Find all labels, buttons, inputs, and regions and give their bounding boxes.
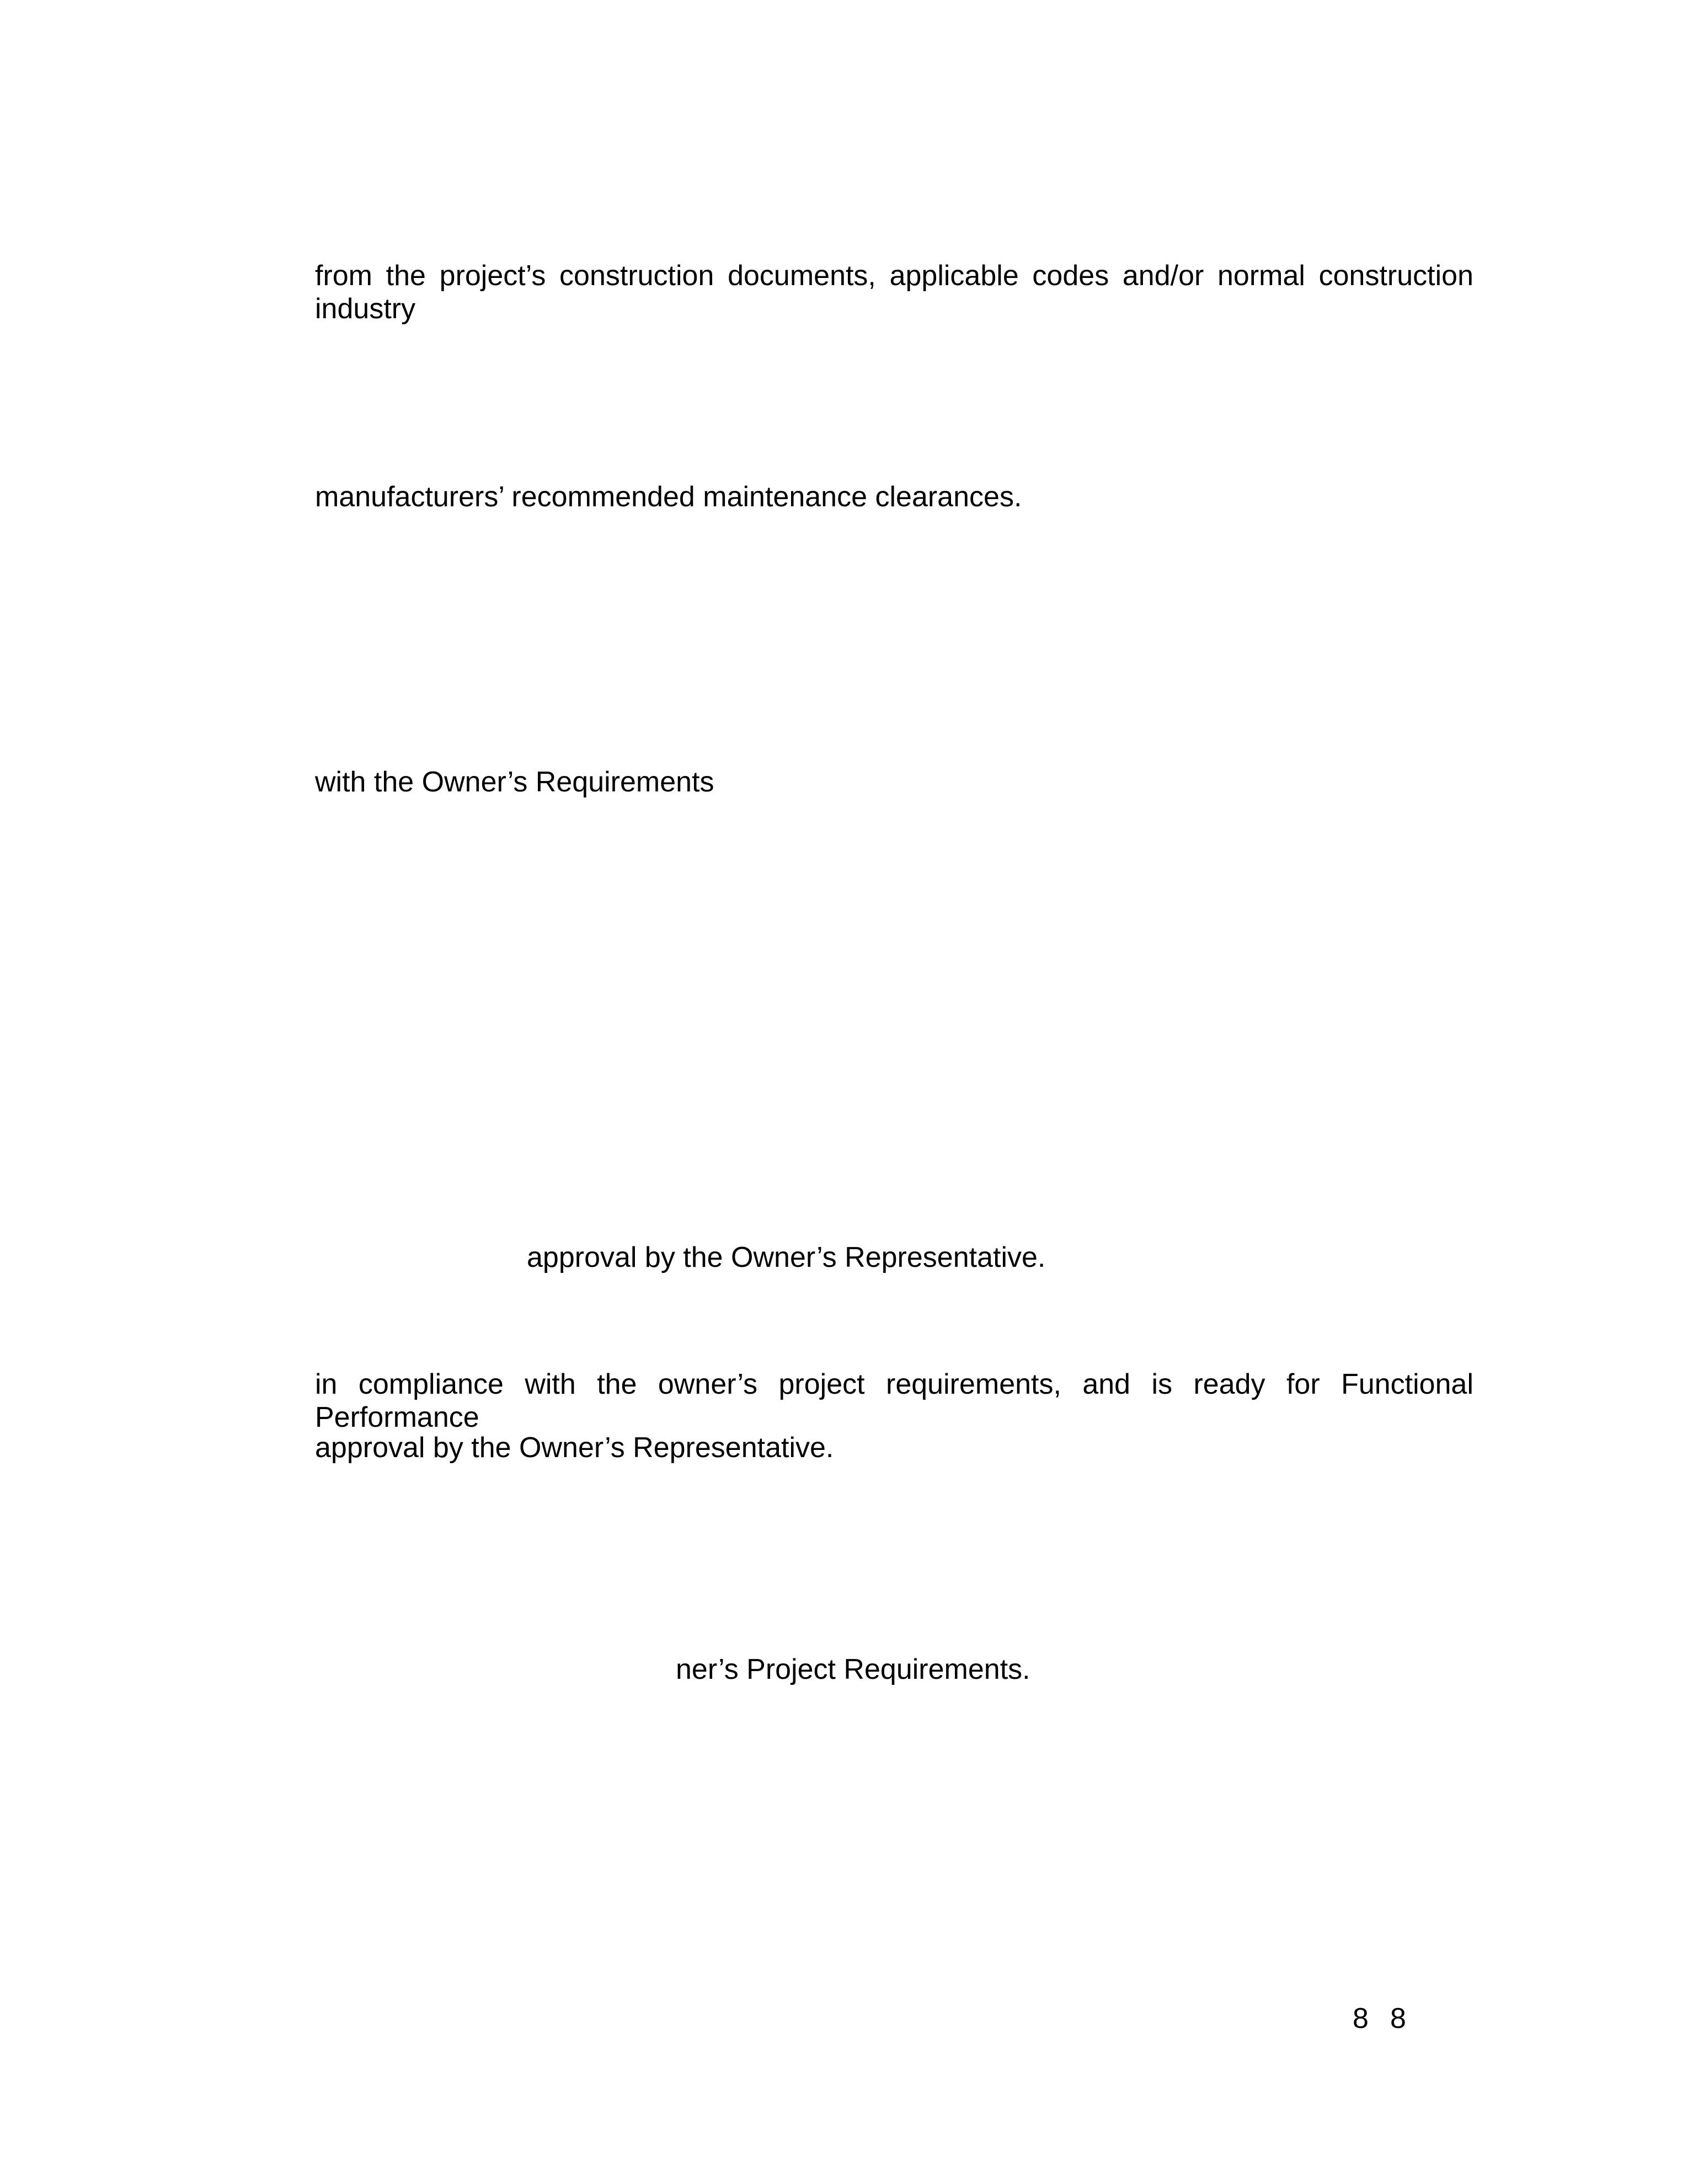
text-line-3: with the Owner’s Requirements [315, 766, 714, 798]
text-line-2: manufacturers’ recommended maintenance clearances. [315, 481, 1022, 513]
page-number-left: 8 [1353, 2003, 1369, 2035]
text-line-7: ner’s Project Requirements. [676, 1653, 1030, 1685]
text-line-6: approval by the Owner’s Representative. [315, 1432, 834, 1464]
text-line-5: in compliance with the owner’s project requirements, and is ready for Functional Performance [315, 1368, 1473, 1433]
text-line-1: from the project’s construction documents, applicable codes and/or normal construction industry [315, 260, 1473, 325]
page-number-right: 8 [1390, 2003, 1406, 2035]
text-line-4: approval by the Owner’s Representative. [527, 1241, 1046, 1273]
